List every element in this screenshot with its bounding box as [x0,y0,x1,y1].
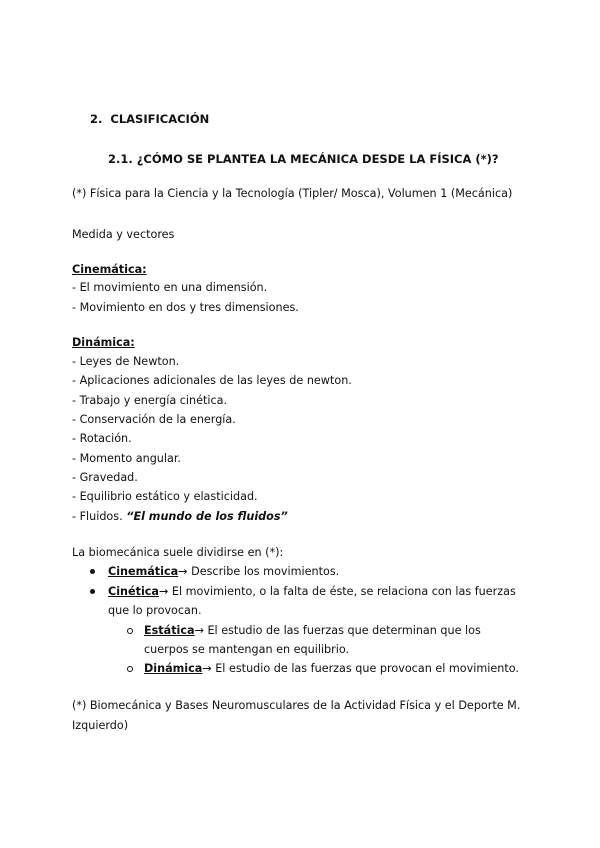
bullet-dot-icon [90,569,95,574]
list-item: - Aplicaciones adicionales de las leyes de newton. [72,374,352,387]
bullet-dot-icon [90,589,95,594]
sub-bullet-text-continuation: cuerpos se mantengan en equilibrio. [144,643,350,656]
source-citation-1: (*) Física para la Ciencia y la Tecnología (Tipler/ Mosca), Volumen 1 (Mecánica) [72,187,513,200]
sub-bullet-item-estatica [144,625,481,636]
source-citation-2-line2: Izquierdo) [72,719,129,732]
list-item: - El movimiento en una dimensión. [72,281,268,294]
sub-bullet-circle-icon [127,628,133,634]
section-heading [90,114,209,126]
fluidos-emphasis: “El mundo de los fluidos” [126,510,288,523]
biomecanica-intro: La biomecánica suele dividirse en (*): [72,546,284,559]
fluidos-prefix: - Fluidos. [72,510,127,523]
source-citation-2-line1: (*) Biomecánica y Bases Neuromusculares de la Actividad Física y el Deporte M. [72,699,521,712]
sub-bullet-term: Dinámica [144,662,203,675]
bullet-term: Cinética [108,585,159,598]
list-item: - Equilibrio estático y elasticidad. [72,490,258,503]
sub-bullet-text: → El estudio de las fuerzas que provocan el movimiento. [202,662,519,675]
bullet-text: → Describe los movimientos. [178,565,340,578]
cinematica-title: Cinemática: [72,263,147,276]
sub-bullet-item-dinamica [144,663,519,674]
list-item [72,511,288,522]
section-number: 2. [90,112,103,126]
bullet-item-cinematica [108,566,339,577]
sub-bullet-circle-icon [127,666,133,672]
list-item: - Rotación. [72,432,132,445]
bullet-term: Cinemática [108,565,179,578]
list-item: - Leyes de Newton. [72,355,180,368]
list-item: - Movimiento en dos y tres dimensiones. [72,301,299,314]
sub-bullet-text: → El estudio de las fuerzas que determinan que los [194,624,481,637]
subsection-title: ¿CÓMO SE PLANTEA LA MECÁNICA DESDE LA FÍSICA (*)? [136,152,499,166]
intro-text: Medida y vectores [72,228,175,241]
bullet-item-cinetica [108,586,516,597]
section-title: CLASIFICACIÓN [110,112,210,126]
bullet-text: → El movimiento, o la falta de éste, se relaciona con las fuerzas [158,585,516,598]
dinamica-title: Dinámica: [72,336,135,349]
list-item: - Conservación de la energía. [72,413,236,426]
subsection-heading [108,154,499,166]
list-item: - Gravedad. [72,471,138,484]
bullet-text-continuation: que lo provocan. [108,604,202,617]
list-item: - Trabajo y energía cinética. [72,394,228,407]
sub-bullet-term: Estática [144,624,195,637]
subsection-number: 2.1. [108,152,133,166]
list-item: - Momento angular. [72,452,181,465]
